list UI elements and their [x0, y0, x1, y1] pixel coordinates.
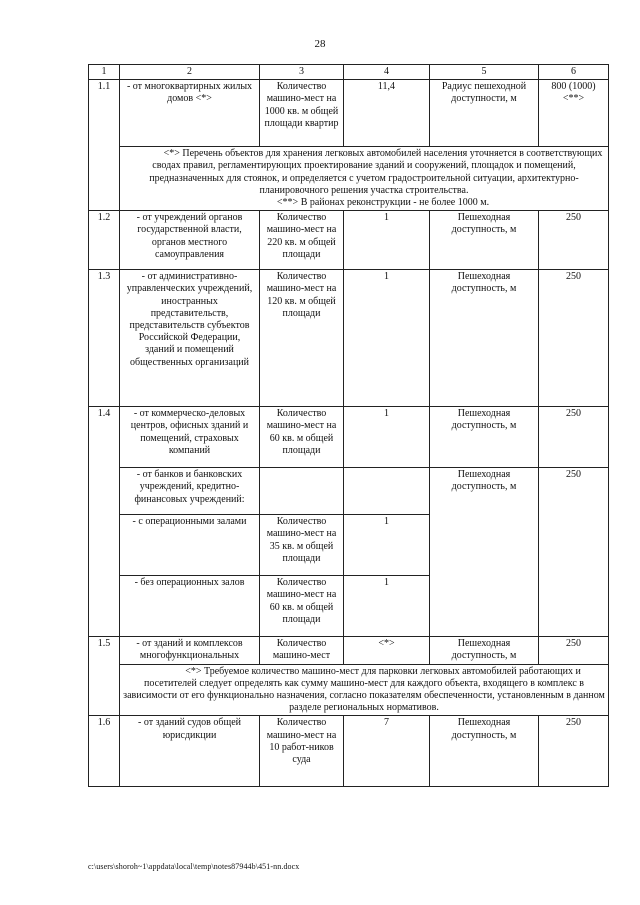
- table-row: [89, 211, 609, 270]
- criterion-cell: Пешеходная доступность, м: [430, 270, 539, 407]
- footnote-cell: [120, 147, 609, 211]
- note-row: [89, 664, 609, 716]
- criterion-cell: Радиус пешеходной доступности, м: [430, 80, 539, 147]
- distance-cell: 250: [539, 407, 609, 468]
- unit-cell: Количество машино-мест: [260, 637, 344, 664]
- row-number: 1.6: [89, 716, 120, 787]
- page-number: 28: [314, 38, 326, 50]
- unit-cell: Количество машино-мест на 60 кв. м общей площади: [260, 576, 344, 637]
- value-cell: 1: [344, 576, 430, 637]
- header-cell: 3: [260, 65, 344, 80]
- value-cell: [344, 468, 430, 515]
- table-row: [89, 716, 609, 787]
- value-cell: 1: [344, 515, 430, 576]
- table-row: [89, 270, 609, 407]
- distance-cell: 250: [539, 211, 609, 270]
- unit-cell: Количество машино-мест на 60 кв. м общей площади: [260, 407, 344, 468]
- object-cell: - от административно-управленческих учреждений, иностранных представительств, представительств субъектов Российской Федерации, зданий и помещений общественных организаций: [120, 270, 260, 407]
- object-cell: - от зданий и комплексов многофункциональных: [120, 637, 260, 664]
- header-cell: 6: [539, 65, 609, 80]
- header-cell: 5: [430, 65, 539, 80]
- row-number: 1.3: [89, 270, 120, 407]
- table-row: [89, 637, 609, 664]
- row-number: 1.4: [89, 407, 120, 637]
- table-row: [89, 468, 609, 515]
- value-cell: 11,4: [344, 80, 430, 147]
- object-cell: - от коммерческо-деловых центров, офисных зданий и помещений, страховых компаний: [120, 407, 260, 468]
- footnote-text: <*> Перечень объектов для хранения легковых автомобилей населения уточняется в соответствующих сводах правил, регламентирующих проектирование зданий и сооружений, площадок и помещений, предназначенных для стоянок, и определяется с учетом градостроительной ситуации, архитектурно-планировочного решения участка строительства.: [149, 148, 603, 196]
- footnote-cell: [120, 664, 609, 716]
- distance-cell: 800 (1000) <**>: [539, 80, 609, 147]
- row-number: 1.2: [89, 211, 120, 270]
- table-header-row: [89, 65, 609, 80]
- criterion-cell: Пешеходная доступность, м: [430, 468, 539, 637]
- object-cell: - от зданий судов общей юрисдикции: [120, 716, 260, 787]
- object-cell: - с операционными залами: [120, 515, 260, 576]
- footnote-text: <*> Требуемое количество машино-мест для парковки легковых автомобилей работающих и посетителей следует определять как сумму машино-мест для каждого объекта, входящего в комплекс в зависимости от его функционально назначения, согласно показателям обеспеченности, установленным в данном разделе региональных нормативов.: [123, 665, 605, 714]
- parking-norms-table: [88, 64, 609, 787]
- criterion-cell: Пешеходная доступность, м: [430, 407, 539, 468]
- document-file-path: c:\users\shoroh~1\appdata\local\temp\notes87944b\451-nn.docx: [88, 862, 300, 871]
- unit-cell: Количество машино-мест на 220 кв. м общей площади: [260, 211, 344, 270]
- value-cell: 1: [344, 211, 430, 270]
- object-cell: - от учреждений органов государственной власти, органов местного самоуправления: [120, 211, 260, 270]
- unit-cell: Количество машино-мест на 10 работ-ников суда: [260, 716, 344, 787]
- note-row: [89, 147, 609, 211]
- unit-cell: Количество машино-мест на 35 кв. м общей площади: [260, 515, 344, 576]
- criterion-cell: Пешеходная доступность, м: [430, 637, 539, 664]
- header-cell: 2: [120, 65, 260, 80]
- value-cell: 7: [344, 716, 430, 787]
- footnote-text: <**> В районах реконструкции - не более 1000 м.: [276, 197, 490, 209]
- distance-cell: 250: [539, 468, 609, 637]
- table-row: [89, 80, 609, 147]
- header-cell: 1: [89, 65, 120, 80]
- unit-cell: Количество машино-мест на 120 кв. м общей площади: [260, 270, 344, 407]
- distance-cell: 250: [539, 637, 609, 664]
- distance-cell: 250: [539, 270, 609, 407]
- object-cell: - от многоквартирных жилых домов <*>: [120, 80, 260, 147]
- object-cell: - от банков и банковских учреждений, кредитно-финансовых учреждений:: [120, 468, 260, 515]
- criterion-cell: Пешеходная доступность, м: [430, 211, 539, 270]
- unit-cell: Количество машино-мест на 1000 кв. м общей площади квартир: [260, 80, 344, 147]
- object-cell: - без операционных залов: [120, 576, 260, 637]
- distance-cell: 250: [539, 716, 609, 787]
- value-cell: <*>: [344, 637, 430, 664]
- header-cell: 4: [344, 65, 430, 80]
- unit-cell: [260, 468, 344, 515]
- criterion-cell: Пешеходная доступность, м: [430, 716, 539, 787]
- row-number: 1.1: [89, 80, 120, 211]
- value-cell: 1: [344, 270, 430, 407]
- row-number: 1.5: [89, 637, 120, 716]
- table-row: [89, 407, 609, 468]
- value-cell: 1: [344, 407, 430, 468]
